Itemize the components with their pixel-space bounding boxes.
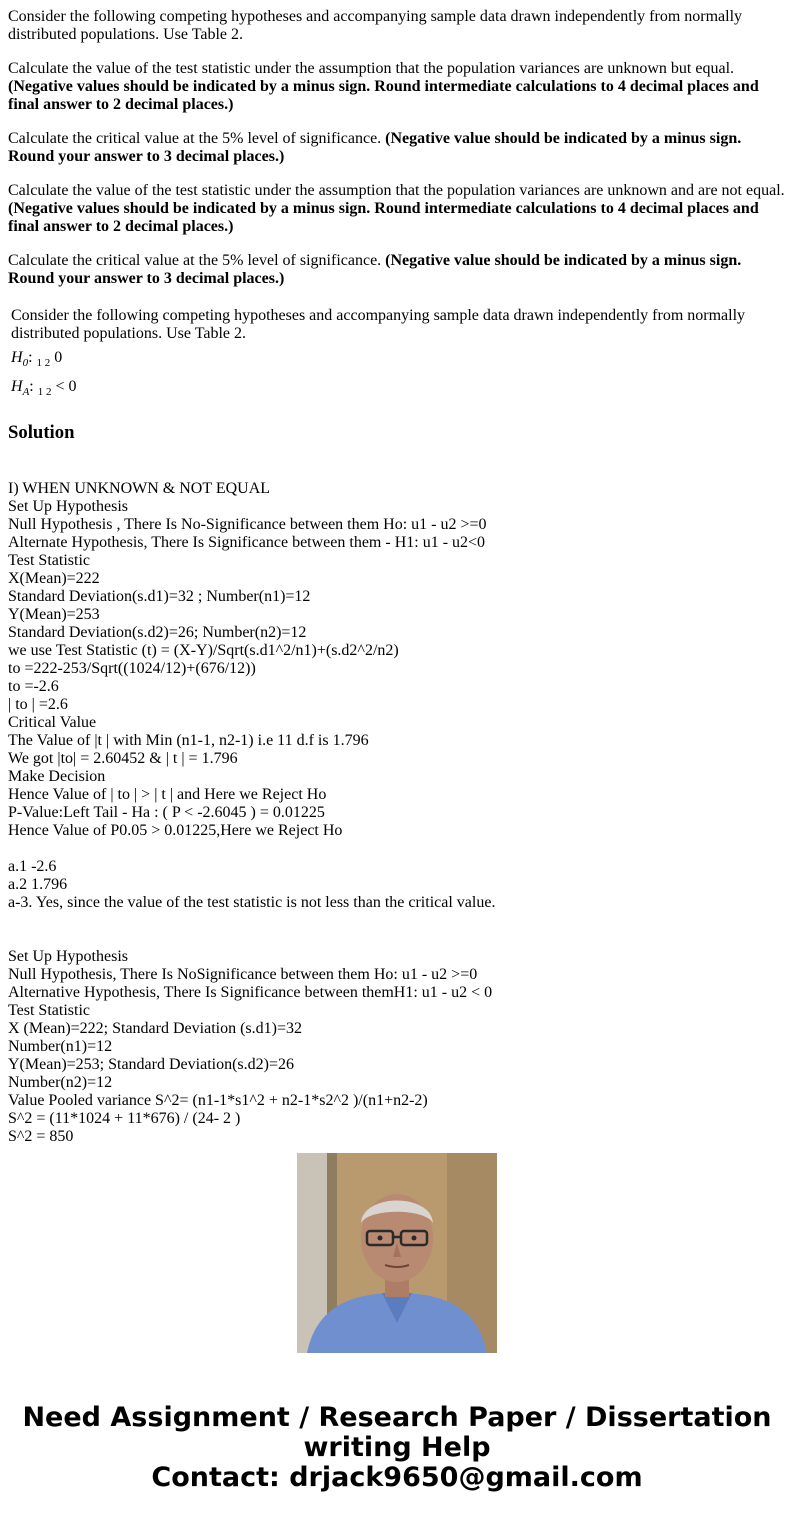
ha-mu-subscripts: 1 2 [37,386,52,399]
solution-line: to =222-253/Sqrt((1024/12)+(676/12)) [8,660,256,678]
solution-part-2 [8,948,786,1146]
solution-line: Number(n2)=12 [8,1074,113,1092]
solution-line: Hence Value of P0.05 > 0.01225,Here we Reject Ho [8,822,343,840]
solution-line: S^2 = (11*1024 + 11*676) / (24- 2 ) [8,1110,241,1128]
question-box [8,304,786,404]
ha-symbol: H [11,378,23,396]
h0-symbol: H [11,349,23,366]
solution-line: Test Statistic [8,552,90,570]
alternative-hypothesis: $H_A$: $_{1 2}$ < 0 [11,378,77,399]
intro-paragraph-2 [8,60,786,114]
solution-line: Y(Mean)=253 [8,606,100,624]
question-text: Consider the following competing hypotheses and accompanying sample data drawn independently from normally distributed populations. Use Table 2. [11,307,746,342]
intro-text-1: Consider the following competing hypotheses and accompanying sample data drawn independently from normally distributed populations. Use Table 2. [8,8,743,43]
intro-instruction-2: (Negative values should be indicated by a minus sign. Round intermediate calculations to 4 decimal places and final answer to 2 decimal places.) [8,78,759,113]
solution-line: a-3. Yes, since the value of the test statistic is not less than the critical value. [8,894,496,912]
intro-instruction-3: (Negative value should be indicated by a minus sign. Round your answer to 3 decimal places.) [8,130,742,165]
solution-line: a.1 -2.6 [8,858,57,876]
footer-contact: Contact: drjack9650@gmail.com [151,1462,643,1493]
solution-heading: Solution [8,422,75,444]
solution-body [8,480,786,1146]
solution-line: Null Hypothesis , There Is No-Significance between them Ho: u1 - u2 >=0 [8,516,487,534]
solution-part-1 [8,480,786,840]
solution-line: I) WHEN UNKNOWN & NOT EQUAL [8,480,271,498]
ha-value: < 0 [55,378,77,396]
solution-line: Set Up Hypothesis [8,498,128,516]
ha-subscript: A [22,386,30,399]
solution-line: Null Hypothesis, There Is NoSignificance between them Ho: u1 - u2 >=0 [8,966,478,984]
solution-answers [8,858,786,912]
solution-line: X(Mean)=222 [8,570,100,588]
solution-line: to =-2.6 [8,678,59,696]
solution-line: Test Statistic [8,1002,90,1020]
intro-instruction-4: (Negative values should be indicated by a minus sign. Round intermediate calculations to 4 decimal places and final answer to 2 decimal places.) [8,200,759,235]
solution-line: We got |to| = 2.60452 & | t | = 1.796 [8,750,238,768]
null-hypothesis: $H_0$: $_{1 2}$ 0 [11,349,63,370]
intro-paragraph-4 [8,182,786,236]
solution-line: Set Up Hypothesis [8,948,128,966]
solution-line: The Value of |t | with Min (n1-1, n2-1) i.e 11 d.f is 1.796 [8,732,369,750]
intro-text-5: Calculate the critical value at the 5% level of significance. [8,252,382,269]
avatar-portrait [297,1153,497,1353]
solution-line: P-Value:Left Tail - Ha : ( P < -2.6045 ) = 0.01225 [8,804,325,822]
solution-line: Alternative Hypothesis, There Is Significance between themH1: u1 - u2 < 0 [8,984,493,1002]
intro-text-2: Calculate the value of the test statistic under the assumption that the population variances are unknown but equal. [8,60,735,77]
solution-line: Alternate Hypothesis, There Is Significance between them - H1: u1 - u2<0 [8,534,486,552]
intro-instruction-5: (Negative value should be indicated by a minus sign. Round your answer to 3 decimal places.) [8,252,742,287]
solution-line: Standard Deviation(s.d1)=32 ; Number(n1)=12 [8,588,311,606]
footer-line-2: writing Help [303,1432,491,1463]
solution-line: | to | =2.6 [8,696,68,714]
h0-value: 0 [54,349,63,366]
solution-line: Standard Deviation(s.d2)=26; Number(n2)=12 [8,624,307,642]
solution-line: Value Pooled variance S^2= (n1-1*s1^2 + n2-1*s2^2 )/(n1+n2-2) [8,1092,428,1110]
h0-mu-subscripts: 1 2 [36,357,51,370]
solution-line: Y(Mean)=253; Standard Deviation(s.d2)=26 [8,1056,294,1074]
solution-line: Make Decision [8,768,106,786]
solution-line: S^2 = 850 [8,1128,74,1146]
solution-line: Critical Value [8,714,97,732]
intro-text-4: Calculate the value of the test statistic under the assumption that the population variances are unknown and are not equal. [8,182,785,199]
question-cell [10,306,784,402]
solution-line: we use Test Statistic (t) = (X-Y)/Sqrt(s.d1^2/n1)+(s.d2^2/n2) [8,642,399,660]
intro-paragraph-5 [8,252,786,288]
solution-line: Number(n1)=12 [8,1038,113,1056]
solution-line: X (Mean)=222; Standard Deviation (s.d1)=32 [8,1020,302,1038]
intro-text-3: Calculate the critical value at the 5% level of significance. [8,130,382,147]
solution-line: Hence Value of | to | > | t | and Here we Reject Ho [8,786,327,804]
promo-footer [0,1403,794,1493]
intro-paragraph-1 [8,8,786,44]
footer-line-1: Need Assignment / Research Paper / Dissertation [22,1402,772,1433]
avatar [297,1153,497,1353]
solution-line: a.2 1.796 [8,876,68,894]
h0-subscript: 0 [22,357,29,370]
intro-paragraph-3 [8,130,786,166]
